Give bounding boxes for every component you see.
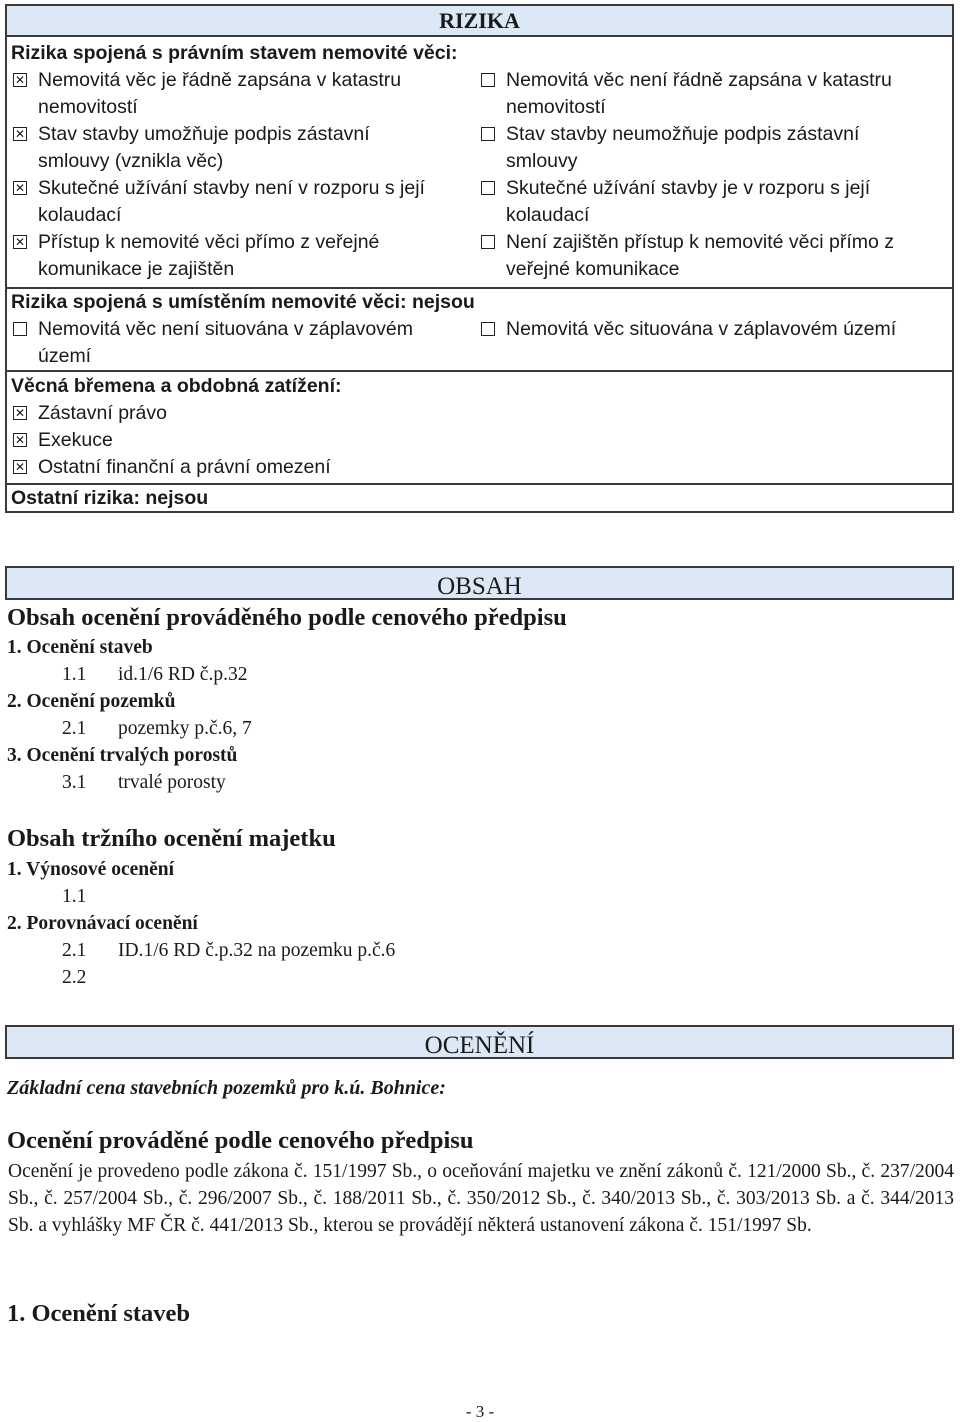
toc-item-heading: 1. Výnosové ocenění xyxy=(7,859,175,880)
section-title-easements: Věcná břemena a obdobná zatížení: xyxy=(11,375,342,397)
toc-item-number: 2.1 xyxy=(62,940,87,961)
toc-item-number: 2.2 xyxy=(62,967,87,988)
toc-item-heading: 2. Porovnávací ocenění xyxy=(7,913,198,934)
obsah-section-header: OBSAH xyxy=(5,566,954,600)
toc-item-number: 1.1 xyxy=(62,664,87,685)
risk-item-right-4: Není zajištěn přístup k nemovité věci přímo z veřejné komunikace xyxy=(481,229,894,283)
easement-item: ✕ Zástavní právo xyxy=(13,400,167,427)
section-title-other-risks: Ostatní rizika: nejsou xyxy=(11,487,209,509)
oceneni-section-header: OCENĚNÍ xyxy=(5,1025,954,1059)
risk-item-flood-right: Nemovitá věc situována v záplavovém území xyxy=(481,316,896,343)
checkbox-checked-icon xyxy=(13,181,27,195)
valuation-heading: Ocenění prováděné podle cenového předpisu xyxy=(7,1127,474,1154)
section-title-legal-risks: Rizika spojená s právním stavem nemovité věci: xyxy=(11,42,458,64)
toc-item-number: 3.1 xyxy=(62,772,87,793)
divider xyxy=(7,370,952,372)
section-title-location-risks: Rizika spojená s umístěním nemovité věci: nejsou xyxy=(11,291,475,313)
toc-item-text: ID.1/6 RD č.p.32 na pozemku p.č.6 xyxy=(118,940,396,961)
rizika-box xyxy=(5,35,954,513)
risk-item-left-2: ✕ Stav stavby umožňuje podpis zástavní smlouvy (vznikla věc) xyxy=(13,121,370,175)
easement-item: ✕ Exekuce xyxy=(13,427,113,454)
checkbox-checked-icon xyxy=(13,433,27,447)
risk-item-left-1: ✕ Nemovitá věc je řádně zapsána v katastru nemovitostí xyxy=(13,67,401,121)
toc-item-heading: 1. Ocenění staveb xyxy=(7,637,153,658)
easement-item: ✕ Ostatní finanční a právní omezení xyxy=(13,454,331,481)
risk-item-left-4: ✕ Přístup k nemovité věci přímo z veřejné komunikace je zajištěn xyxy=(13,229,379,283)
page-number: - 3 - xyxy=(465,1402,495,1421)
risk-item-right-3: Skutečné užívání stavby je v rozporu s její kolaudací xyxy=(481,175,870,229)
toc-item-text: pozemky p.č.6, 7 xyxy=(118,718,252,739)
rizika-section-header: RIZIKA xyxy=(5,4,954,36)
base-price-label: Základní cena stavebních pozemků pro k.ú. Bohnice: xyxy=(7,1077,446,1099)
checkbox-empty-icon xyxy=(481,181,495,195)
valuation-paragraph: Ocenění je provedeno podle zákona č. 151/1997 Sb., o oceňování majetku ve znění zákonů č. 121/2000 Sb., č. 237/2004 Sb., č. 257/2004 Sb., č. 296/2007 Sb., č. 188/2011 Sb., č. 350/2012 Sb., č. 340/2013 Sb., č. 303/2013 Sb. a č. 344/2013 Sb. a vyhlášky MF ČR č. 441/2013 Sb., kterou se provádějí některá ustanovení zákona č. 151/1997 Sb. xyxy=(8,1161,954,1236)
checkbox-checked-icon xyxy=(13,406,27,420)
toc-item-text: trvalé porosty xyxy=(118,772,226,793)
toc-item-heading: 3. Ocenění trvalých porostů xyxy=(7,745,238,766)
toc-heading-price-regulation: Obsah ocenění prováděného podle cenového předpisu xyxy=(7,604,567,631)
checkbox-empty-icon xyxy=(481,127,495,141)
buildings-valuation-heading: 1. Ocenění staveb xyxy=(7,1300,191,1327)
checkbox-empty-icon xyxy=(481,73,495,87)
checkbox-checked-icon xyxy=(13,73,27,87)
toc-item-number: 1.1 xyxy=(62,886,87,907)
toc-item-number: 2.1 xyxy=(62,718,87,739)
risk-item-right-2: Stav stavby neumožňuje podpis zástavní smlouvy xyxy=(481,121,859,175)
risk-item-left-3: ✕ Skutečné užívání stavby není v rozporu s její kolaudací xyxy=(13,175,425,229)
checkbox-checked-icon xyxy=(13,460,27,474)
checkbox-checked-icon xyxy=(13,127,27,141)
toc-heading-market-valuation: Obsah tržního ocenění majetku xyxy=(7,825,336,852)
checkbox-empty-icon xyxy=(13,322,27,336)
checkbox-empty-icon xyxy=(481,235,495,249)
risk-item-right-1: Nemovitá věc není řádně zapsána v katastru nemovitostí xyxy=(481,67,892,121)
risk-item-flood-left: Nemovitá věc není situována v záplavovém území xyxy=(13,316,413,370)
checkbox-empty-icon xyxy=(481,322,495,336)
toc-item-heading: 2. Ocenění pozemků xyxy=(7,691,176,712)
checkbox-checked-icon xyxy=(13,235,27,249)
toc-item-text: id.1/6 RD č.p.32 xyxy=(118,664,248,685)
